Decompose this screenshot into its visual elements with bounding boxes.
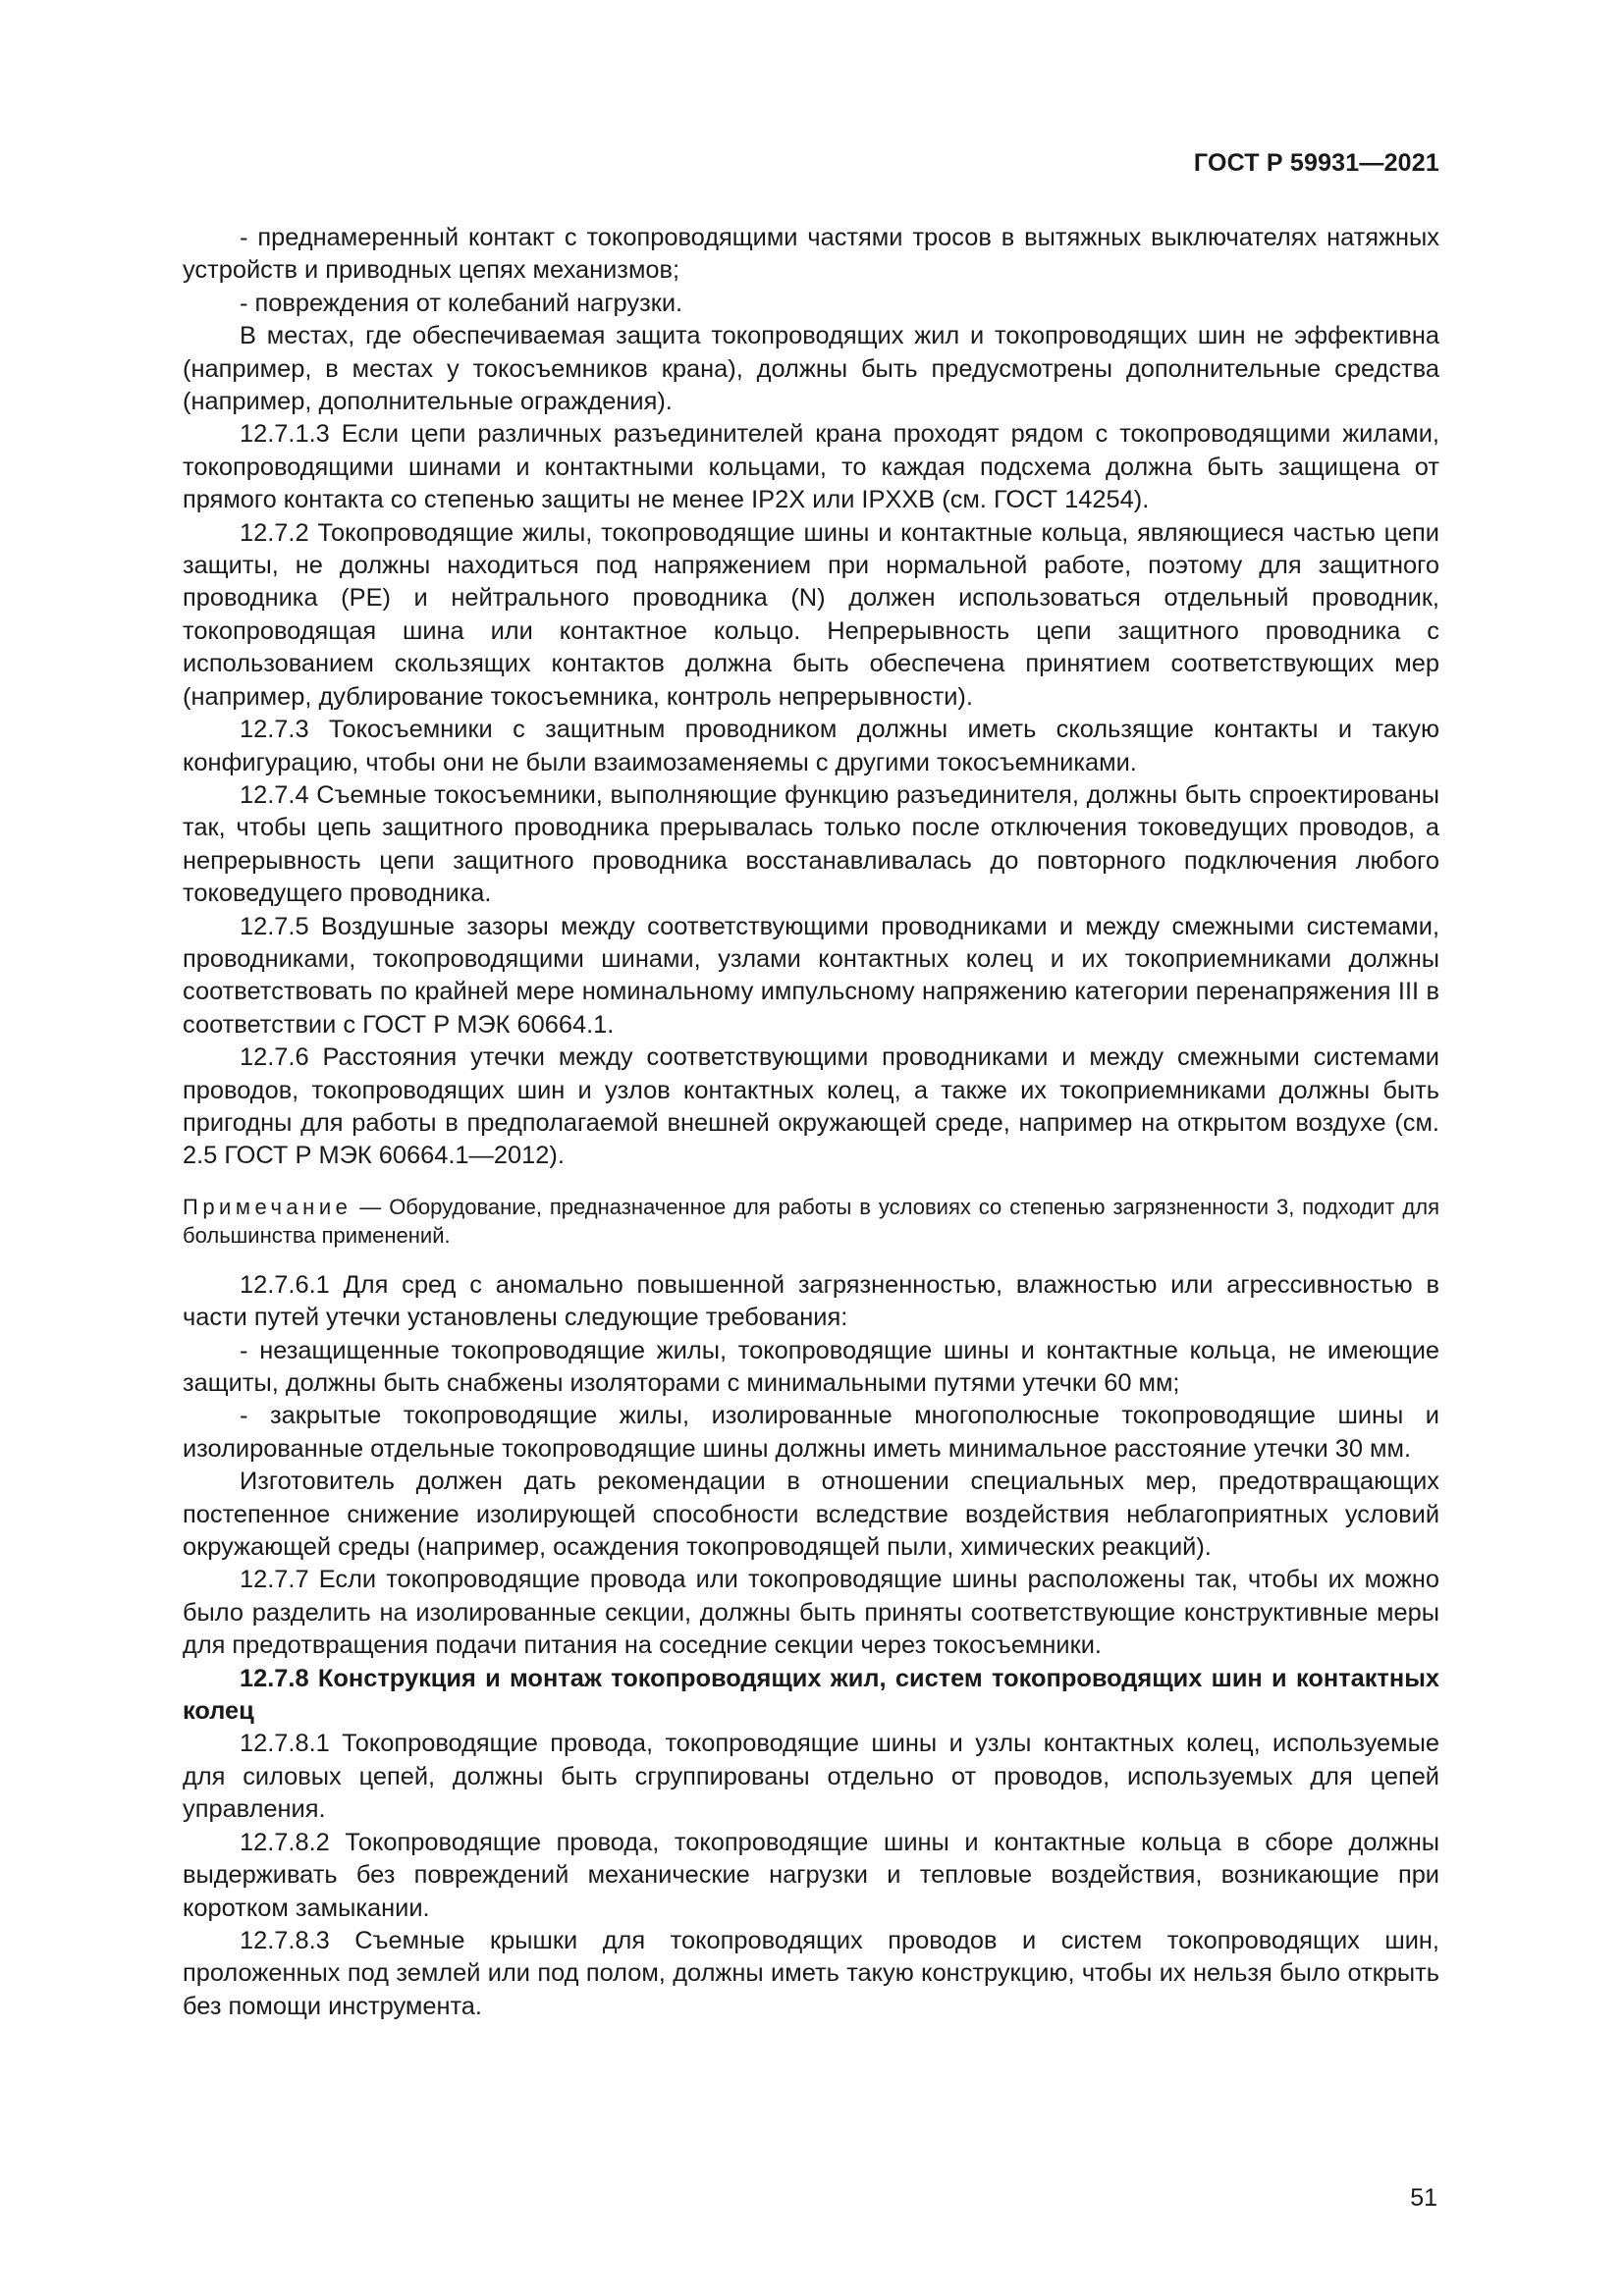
paragraph: 12.7.2 Токопроводящие жилы, токопроводящие шины и контактные кольца, являющиеся частью цепи защиты, не должны находиться под напряжением при нормальной работе, поэтому для защитного проводника (PE) и нейтрального проводника (N) должен использоваться отдельный проводник, токопроводящая шина или контактное кольцо. Непрерывность цепи защитного проводника с использованием скользящих контактов должна быть обеспечена принятием соответствующих мер (например, дублирование токосъемника, контроль непрерывности). xyxy=(183,518,1439,711)
paragraph: 12.7.1.3 Если цепи различных разъединителей крана проходят рядом с токопроводящими жилами, токопроводящими шинами и контактными кольцами, то каждая подсхема должна быть защищена от прямого контакта со степенью защиты не менее IP2X или IPXXB (см. ГОСТ 14254). xyxy=(183,420,1439,514)
paragraph: 12.7.8.2 Токопроводящие провода, токопроводящие шины и контактные кольца в сборе должны выдерживать без повреждений механические нагрузки и тепловые воздействия, возникающие при коротком замыкании. xyxy=(183,1828,1439,1922)
paragraph: 12.7.4 Съемные токосъемники, выполняющие функцию разъединителя, должны быть спроектированы так, чтобы цепь защитного проводника прерывалась только после отключения токоведущих проводов, а непрерывность цепи защитного проводника восстанавливалась до повторного подключения любого токоведущего проводника. xyxy=(183,780,1439,908)
paragraph: 12.7.5 Воздушные зазоры между соответствующими проводниками и между смежными системами, проводниками, токопроводящими шинами, узлами контактных колец и их токоприемниками должны соответствовать по крайней мере номинальному импульсному напряжению категории перенапряжения III в соответствии с ГОСТ Р МЭК 60664.1. xyxy=(183,912,1439,1039)
note-label: Примечание xyxy=(183,1194,352,1219)
paragraph: 12.7.6 Расстояния утечки между соответствующими проводниками и между смежными системами проводов, токопроводящих шин и узлов контактных колец, а также их токоприемниками должны быть пригодны для работы в предполагаемой внешней окружающей среде, например на открытом воздухе (см. 2.5 ГОСТ Р МЭК 60664.1—2012). xyxy=(183,1043,1439,1170)
paragraph: 12.7.7 Если токопроводящие провода или токопроводящие шины расположены так, чтобы их можно было разделить на изолированные секции, должны быть приняты соответствующие конструктивные меры для предотвращения подачи питания на соседние секции через токосъемники. xyxy=(183,1566,1439,1660)
paragraph: В местах, где обеспечиваемая защита токопроводящих жил и токопроводящих шин не эффективна (например, в местах у токосъемников крана), должны быть предусмотрены дополнительные средства (например, дополнительные ограждения). xyxy=(183,322,1439,416)
paragraph: 12.7.3 Токосъемники с защитным проводником должны иметь скользящие контакты и такую конфигурацию, чтобы они не были взаимозаменяемы с другими токосъемниками. xyxy=(183,716,1439,776)
note-text: — Оборудование, предназначенное для работы в условиях со степенью загрязненности 3, подходит для большинства применений. xyxy=(183,1194,1439,1248)
document-body xyxy=(183,222,1439,2023)
note xyxy=(183,1193,1439,1250)
paragraph: - незащищенные токопроводящие жилы, токопроводящие шины и контактные кольца, не имеющие защиты, должны быть снабжены изоляторами с минимальными путями утечки 60 мм; xyxy=(183,1336,1439,1397)
paragraph: - повреждения от колебаний нагрузки. xyxy=(240,289,683,317)
paragraph: 12.7.6.1 Для сред с аномально повышенной загрязненностью, влажностью или агрессивностью в части путей утечки установлены следующие требования: xyxy=(183,1270,1439,1332)
paragraph: Изготовитель должен дать рекомендации в отношении специальных мер, предотвращающих постепенное снижение изолирующей способности вследствие воздействия неблагоприятных условий окружающей среды (например, осаждения токопроводящей пыли, химических реакций). xyxy=(183,1468,1439,1562)
paragraph: - закрытые токопроводящие жилы, изолированные многополюсные токопроводящие шины и изолированные отдельные токопроводящие шины должны иметь минимальное расстояние утечки 30 мм. xyxy=(183,1402,1439,1463)
page-number: 51 xyxy=(1410,2184,1437,2212)
document-header: ГОСТ Р 59931—2021 xyxy=(1193,149,1439,177)
paragraph: 12.7.8.3 Съемные крышки для токопроводящих проводов и систем токопроводящих шин, проложенных под землей или под полом, должны иметь такую конструкцию, чтобы их нельзя было открыть без помощи инструмента. xyxy=(183,1926,1439,2020)
paragraph: - преднамеренный контакт с токопроводящими частями тросов в вытяжных выключателях натяжных устройств и приводных цепях механизмов; xyxy=(183,224,1439,285)
section-heading: 12.7.8 Конструкция и монтаж токопроводящих жил, систем токопроводящих шин и контактных колец xyxy=(183,1664,1439,1726)
paragraph: 12.7.8.1 Токопроводящие провода, токопроводящие шины и узлы контактных колец, используемые для силовых цепей, должны быть сгруппированы отдельно от проводов, используемых для цепей управления. xyxy=(183,1730,1439,1824)
